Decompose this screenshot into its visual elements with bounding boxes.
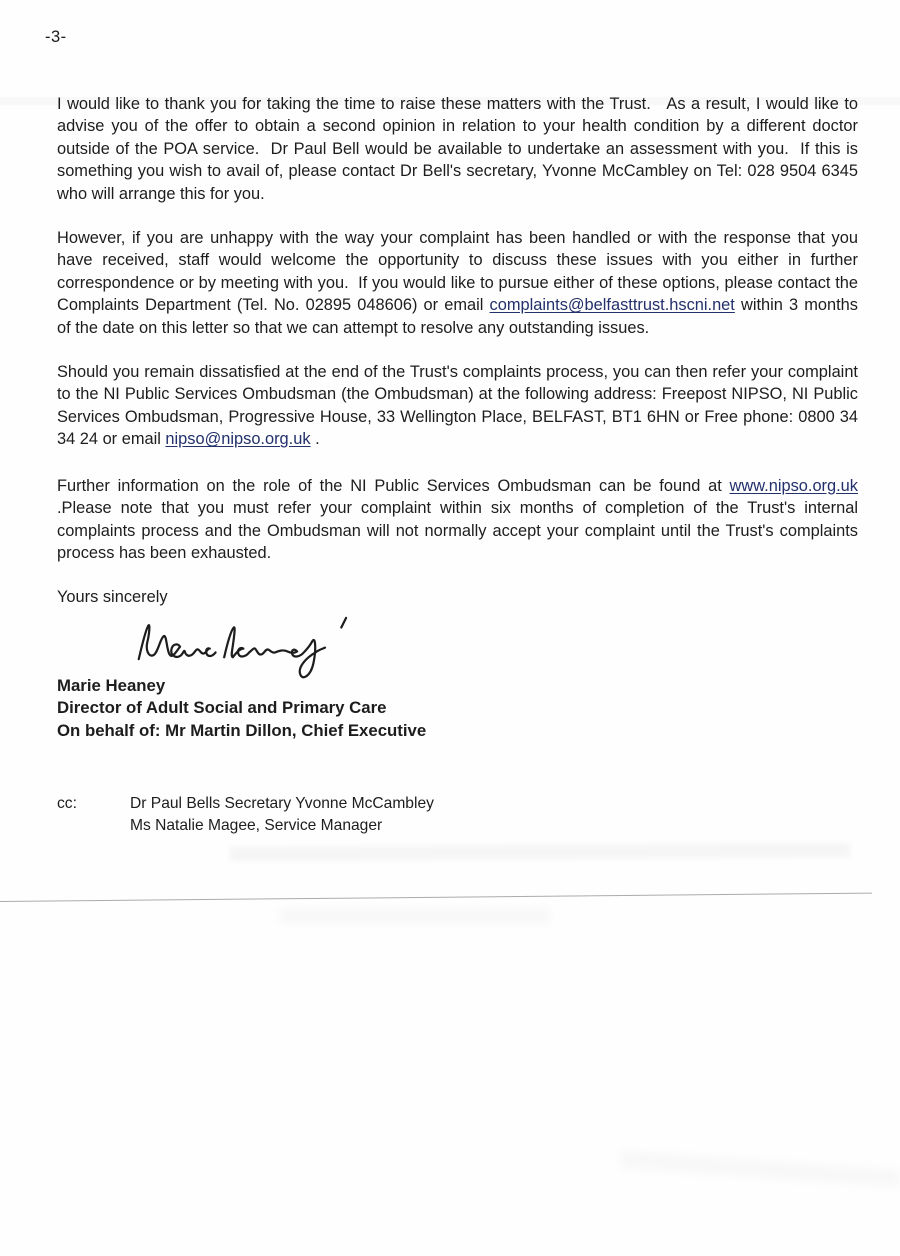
letter-paragraph-3	[57, 361, 863, 451]
signature-area	[123, 615, 858, 679]
nipso-email-link: nipso@nipso.org.uk	[165, 430, 311, 449]
scan-artifact	[280, 908, 550, 924]
signatory-name: Marie Heaney	[57, 675, 166, 695]
cc-recipient: Dr Paul Bells Secretary Yvonne McCambley	[130, 794, 434, 812]
signatory-title: Director of Adult Social and Primary Care	[57, 698, 387, 718]
cc-block	[57, 793, 858, 837]
scan-artifact	[230, 843, 850, 861]
page-number: -3-	[45, 28, 67, 46]
cc-recipient: Ms Natalie Magee, Service Manager	[130, 816, 383, 834]
letter-paragraph-2	[57, 227, 863, 339]
nipso-website-link: www.nipso.org.uk	[729, 476, 858, 495]
paragraph-text: .Please note that you must refer your complaint within six months of completion of the Trust's internal complaints process and the Ombudsman will not normally accept your complaint until the Trust's complaints process has been exhausted.	[57, 476, 863, 562]
paragraph-text: However, if you are unhappy with the way your complaint has been handled or with the response that you have received, staff would welcome the opportunity to discuss these issues with you either in further correspondence or by meeting with you. If you would like to pursue either of these options, please contact the Complaints Department (Tel. No. 02895 048606) or email	[57, 229, 863, 315]
scan-artifact	[0, 893, 872, 903]
complaints-email-link: complaints@belfasttrust.hscni.net	[489, 296, 735, 315]
paragraph-text: Should you remain dissatisfied at the end of the Trust's complaints process, you can then refer your complaint to the NI Public Services Ombudsman (the Ombudsman) at the following address: Freepost NIPSO, NI Public Services Ombudsman, Progressive House, 33 Wellington Place, BELFAST, BT1 6HN or Free phone: 0800 34 34 24 or email	[57, 363, 863, 449]
closing-salutation: Yours sincerely	[57, 588, 168, 607]
paragraph-text: .	[310, 430, 320, 449]
cc-recipients	[130, 793, 858, 837]
letter-body	[57, 93, 863, 837]
letter-paragraph-4	[57, 475, 863, 565]
signatory-on-behalf: On behalf of: Mr Martin Dillon, Chief Executive	[57, 720, 427, 740]
letter-paragraph-1	[57, 93, 863, 205]
cc-label: cc:	[57, 794, 77, 812]
paragraph-text: within 3 months of the date on this letter so that we can attempt to resolve any outstanding issues.	[57, 296, 863, 337]
paragraph-text: Further information on the role of the NI Public Services Ombudsman can be found at	[57, 476, 730, 495]
paragraph-text: I would like to thank you for taking the time to raise these matters with the Trust. As a result, I would like to advise you of the offer to obtain a second opinion in relation to your health condition by a different doctor outside of the POA service. Dr Paul Bell would be available to undertake an assessment with you. If this is something you wish to avail of, please contact Dr Bell's secretary, Yvonne McCambley on Tel: 028 9504 6345 who will arrange this for you.	[57, 95, 863, 203]
scan-artifact	[620, 1150, 900, 1187]
